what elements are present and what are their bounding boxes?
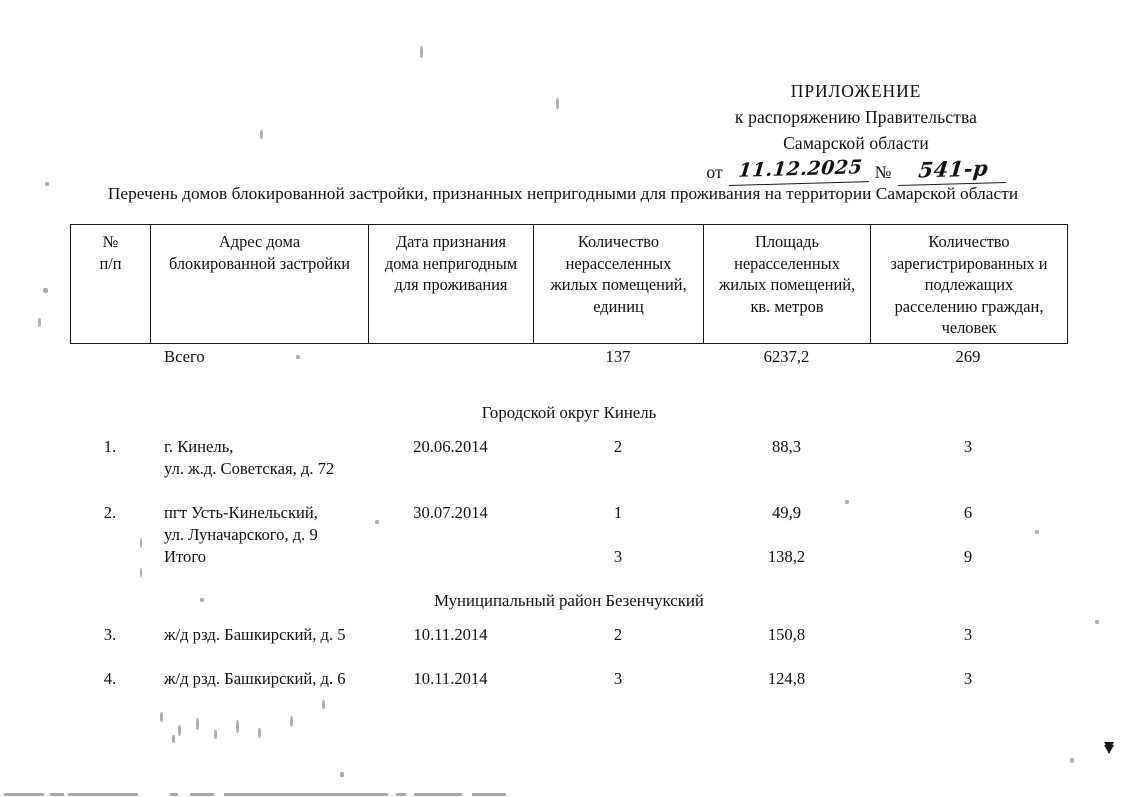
subtotal-area: 138,2: [767, 547, 806, 566]
column-header-address: [151, 225, 369, 343]
document-number-row: [676, 155, 1036, 186]
column-header-people-line-5: человек: [941, 318, 997, 337]
column-header-people-line-4: расселению граждан,: [894, 296, 1044, 316]
column-header-date-line-1: Дата признания: [395, 232, 507, 251]
table-row-grand-total: [70, 346, 1068, 368]
scan-speck: [172, 735, 175, 743]
scan-speck: [340, 772, 344, 777]
column-header-people: [871, 225, 1067, 343]
scan-speck: [290, 716, 293, 727]
subtotal-label: Итого: [164, 547, 207, 566]
row-spacer: [70, 568, 1068, 590]
row-address-line-1: ж/д рзд. Башкирский, д. 6: [164, 669, 346, 688]
row-date: 30.07.2014: [413, 503, 488, 522]
table-row: [70, 624, 1068, 646]
row-address: [150, 502, 368, 546]
row-count: 2: [613, 625, 623, 644]
row-address-line-1: пгт Усть-Кинельский,: [164, 503, 318, 522]
table-header-frame: [70, 224, 1068, 344]
grand-total-label: Всего: [164, 347, 205, 366]
row-area: 124,8: [767, 669, 806, 688]
scan-speck: [236, 720, 239, 733]
row-address: [150, 436, 368, 480]
column-header-area-line-3: жилых помещений,: [718, 275, 856, 294]
scan-arrow-artifact: [1104, 745, 1114, 754]
row-date: 20.06.2014: [413, 437, 488, 456]
column-header-area-line-4: кв. метров: [750, 296, 824, 316]
row-spacer: [70, 646, 1068, 668]
row-people: 6: [963, 503, 973, 522]
row-address-line-2: ул. ж.д. Советская, д. 72: [164, 459, 335, 478]
row-area: 49,9: [771, 503, 802, 522]
row-address-line-1: г. Кинель,: [164, 437, 234, 456]
number-label: №: [874, 162, 892, 182]
row-spacer: [70, 368, 1068, 402]
column-header-count-line-1: Количество: [577, 232, 660, 251]
column-header-number-line-1: №: [102, 232, 119, 251]
column-header-date-line-2: дома непригодным: [384, 253, 518, 273]
row-area: 88,3: [771, 437, 802, 456]
handwritten-date: 11.12.2025: [729, 154, 872, 186]
row-number: 1.: [103, 437, 117, 456]
row-date: 10.11.2014: [413, 625, 488, 644]
column-header-address-line-2: блокированной застройки: [168, 253, 351, 273]
subtotal-count: 3: [613, 547, 623, 566]
scan-speck: [43, 288, 48, 293]
scan-speck: [322, 700, 325, 709]
subtotal-people: 9: [963, 547, 973, 566]
column-header-area-line-2: нерасселенных: [734, 253, 840, 273]
scan-speck: [260, 130, 263, 139]
scan-speck: [1070, 758, 1074, 763]
column-header-area-line-1: Площадь: [755, 232, 819, 251]
column-header-people-line-1: Количество: [928, 232, 1010, 251]
column-header-address-line-1: Адрес дома: [218, 232, 301, 251]
appendix-subtitle-line-2: Самарской области: [783, 133, 929, 153]
column-header-people-line-2: зарегистрированных и: [890, 253, 1048, 273]
column-header-date-line-3: для проживания: [394, 275, 508, 294]
column-header-date: [369, 225, 534, 343]
row-count: 1: [613, 503, 623, 522]
row-spacer: [70, 480, 1068, 502]
column-header-number-line-2: п/п: [99, 253, 122, 273]
scan-speck: [38, 318, 41, 327]
grand-total-area: 6237,2: [763, 347, 810, 366]
scan-speck: [420, 46, 423, 58]
scan-bottom-streaks: [0, 793, 1126, 797]
table-row: [70, 502, 1068, 546]
group-heading-bezenchuksky: Муниципальный район Безенчукский: [434, 591, 704, 610]
row-number: 3.: [103, 625, 117, 644]
column-header-count: [534, 225, 704, 343]
scan-speck: [214, 730, 217, 739]
row-address-line-1: ж/д рзд. Башкирский, д. 5: [164, 625, 346, 644]
handwritten-document-number: 541-р: [898, 155, 1009, 186]
row-people: 3: [963, 669, 973, 688]
column-header-people-line-3: подлежащих: [924, 275, 1014, 294]
scan-speck: [556, 98, 559, 109]
column-header-count-line-4: единиц: [593, 296, 644, 316]
page-title: Перечень домов блокированной застройки, признанных непригодными для проживания на территории Самарской области: [107, 184, 1019, 203]
row-people: 3: [963, 437, 973, 456]
row-count: 2: [613, 437, 623, 456]
table-body: [70, 344, 1068, 690]
column-header-count-line-3: жилых помещений,: [550, 275, 687, 294]
column-header-count-line-2: нерасселенных: [565, 253, 672, 273]
scan-speck: [1095, 620, 1099, 624]
row-address: [150, 668, 368, 690]
row-number: 4.: [103, 669, 117, 688]
row-spacer: [70, 424, 1068, 436]
row-address-line-2: ул. Луначарского, д. 9: [164, 525, 318, 544]
row-area: 150,8: [767, 625, 806, 644]
row-number: 2.: [103, 503, 117, 522]
scan-speck: [196, 718, 199, 730]
scan-speck: [178, 725, 181, 736]
scan-speck: [258, 728, 261, 738]
row-people: 3: [963, 625, 973, 644]
grand-total-count: 137: [605, 347, 631, 366]
scan-speck: [160, 712, 163, 722]
group-heading-kinel: Городской округ Кинель: [481, 403, 657, 422]
column-header-area: [704, 225, 871, 343]
row-address: [150, 624, 368, 646]
table-row: [70, 668, 1068, 690]
row-count: 3: [613, 669, 623, 688]
appendix-header: [676, 78, 1036, 186]
grand-total-people: 269: [955, 347, 981, 366]
date-label: от: [706, 162, 723, 182]
table-row-subtotal: [70, 546, 1068, 568]
row-spacer: [70, 612, 1068, 624]
row-date: 10.11.2014: [413, 669, 488, 688]
appendix-subtitle-line-1: к распоряжению Правительства: [734, 107, 978, 127]
appendix-title: ПРИЛОЖЕНИЕ: [790, 81, 922, 101]
column-header-number: [71, 225, 151, 343]
table-row: [70, 436, 1068, 480]
